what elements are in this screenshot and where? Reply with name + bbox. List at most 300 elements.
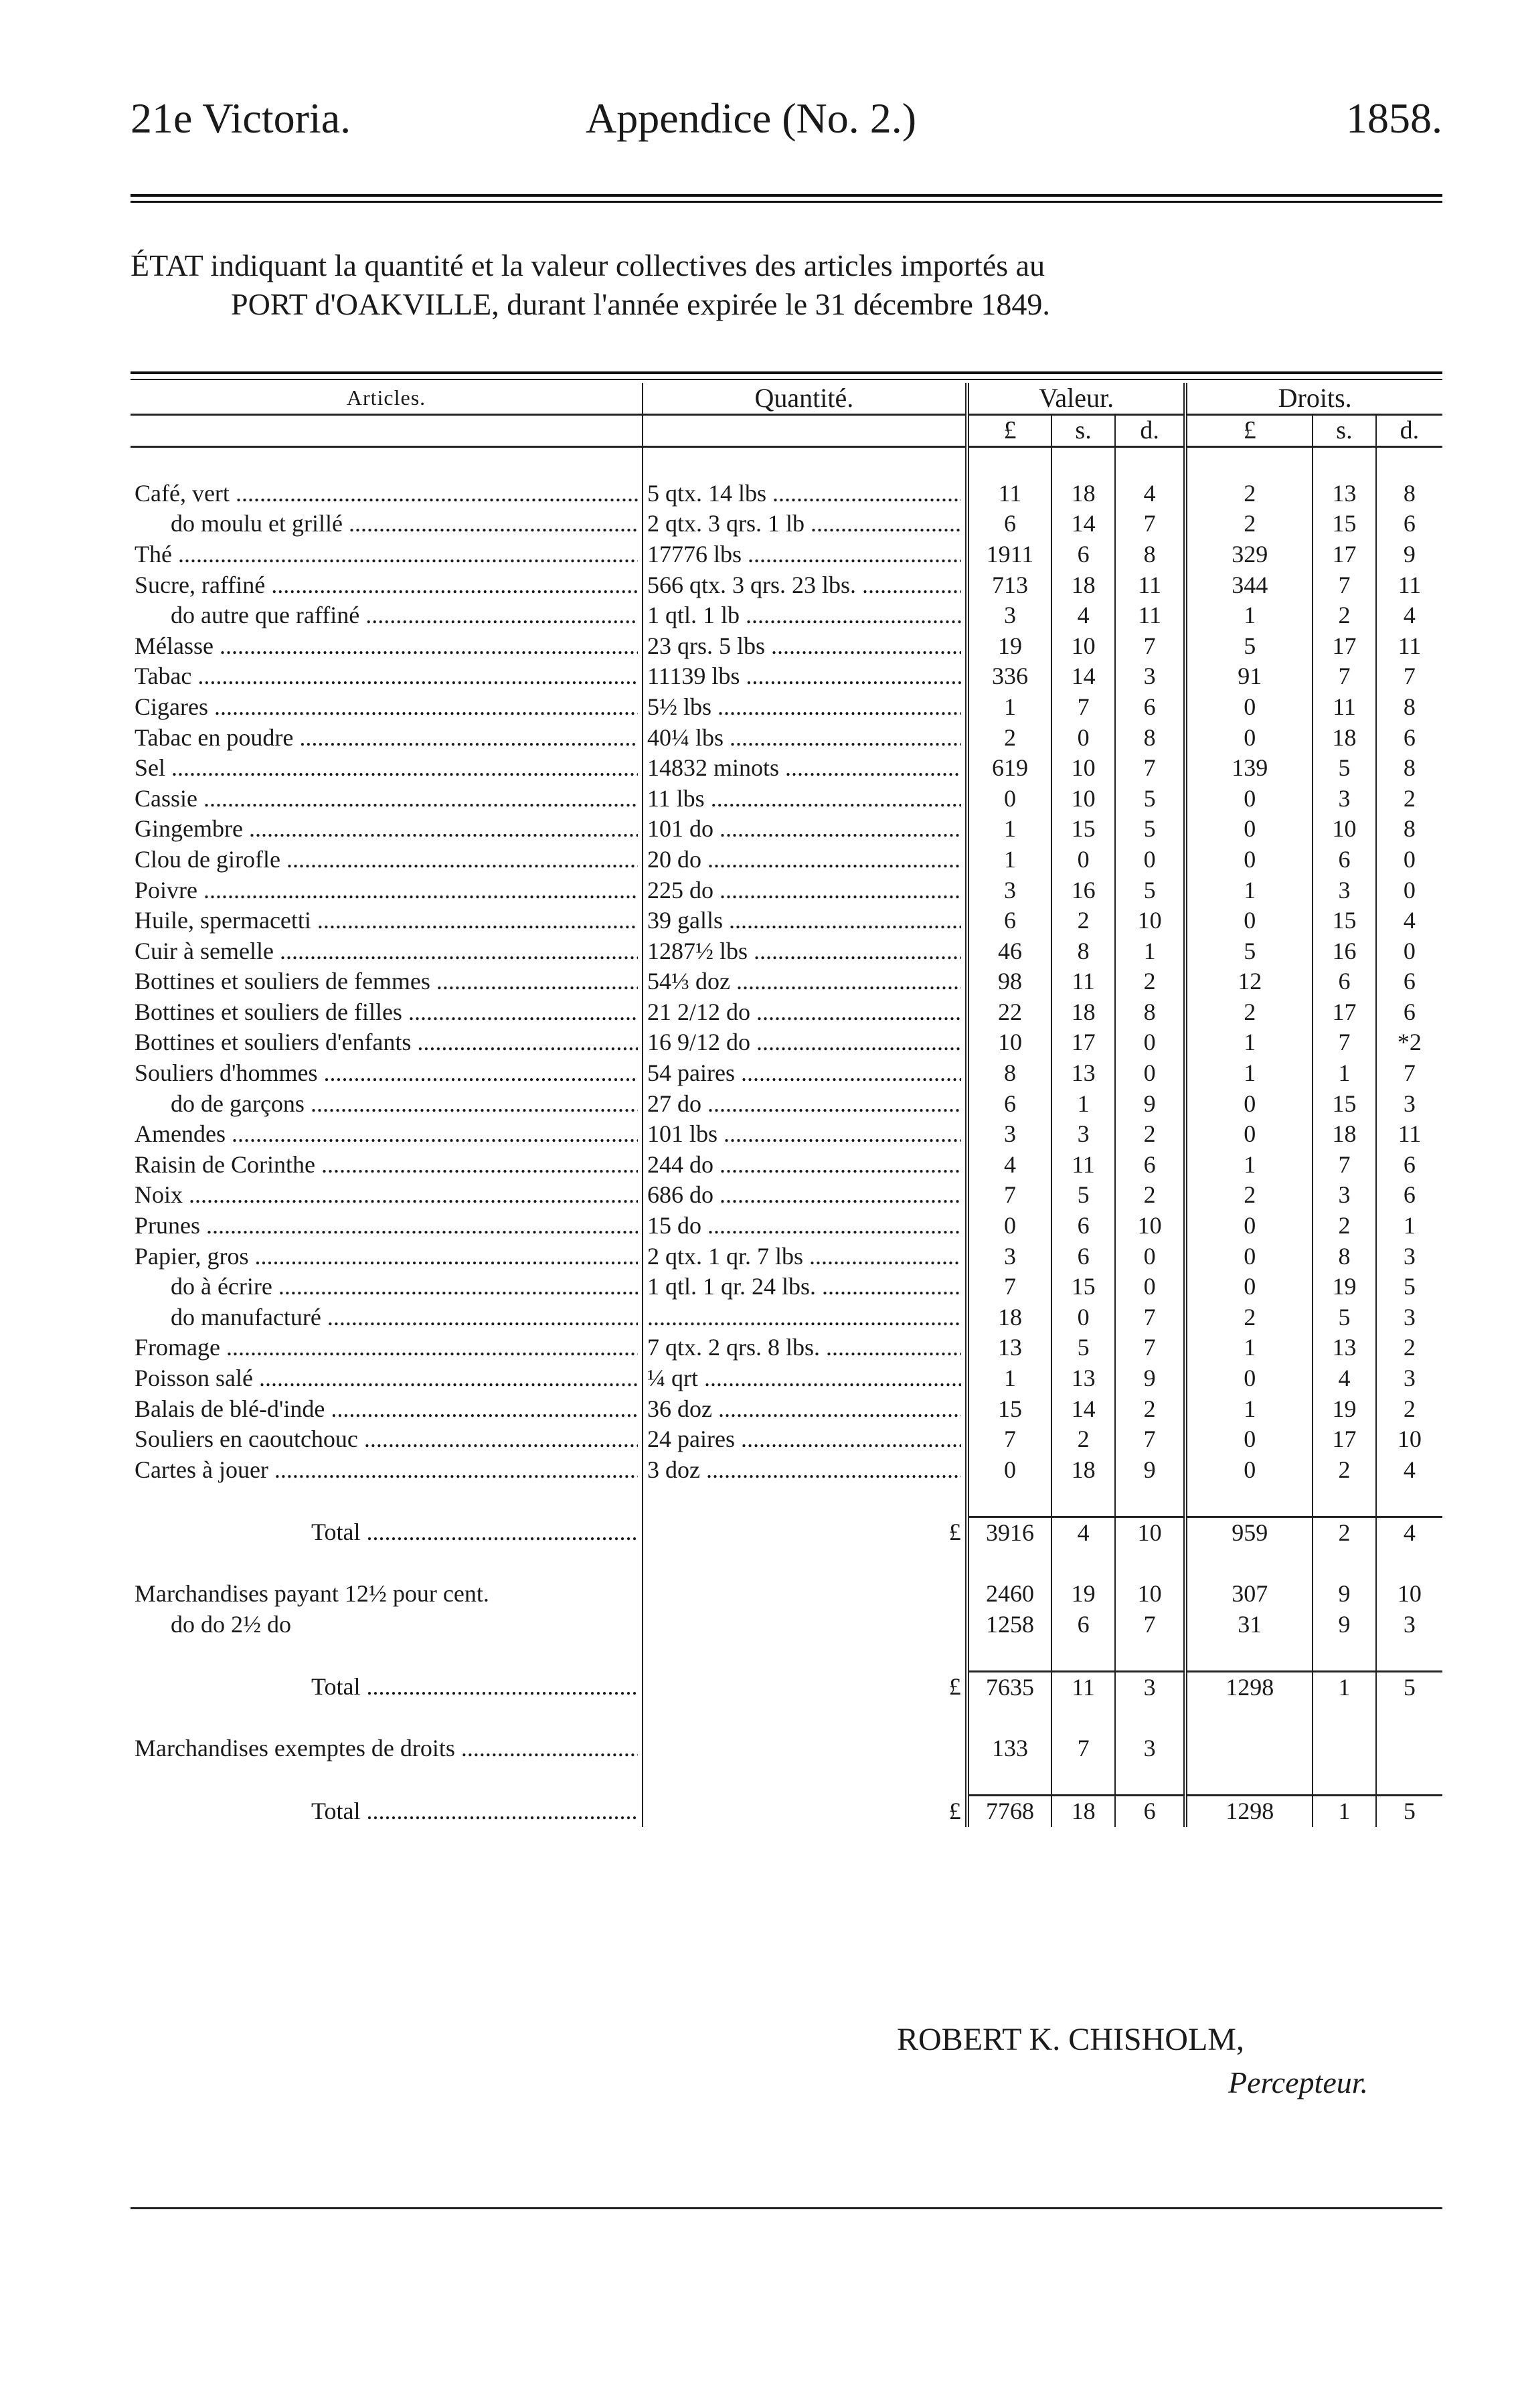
article-quantity: 23 qrs. 5 lbs ..... — [647, 631, 961, 662]
page-header — [131, 94, 1442, 147]
article-name: Huile, spermacetti ..... — [135, 906, 638, 936]
value-pence: 0 — [1115, 845, 1185, 875]
article-name: Souliers d'hommes ..... — [135, 1058, 638, 1089]
duty-shilling: 7 — [1313, 1150, 1376, 1181]
duty-pence: 11 — [1376, 570, 1442, 601]
march-2-duty-pence: 3 — [1376, 1610, 1442, 1640]
value-pound: 98 — [967, 966, 1051, 997]
value-pound: 3 — [967, 600, 1051, 631]
value-shilling: 0 — [1051, 1302, 1115, 1333]
article-quantity: 686 do ..... — [647, 1180, 961, 1211]
duty-shilling: 3 — [1313, 784, 1376, 814]
document-title — [131, 246, 1442, 324]
duty-shilling: 18 — [1313, 723, 1376, 754]
article-name: Fromage ..... — [135, 1332, 638, 1363]
table-row — [131, 753, 1442, 784]
total-2-currency: £ — [948, 1673, 961, 1701]
article-quantity: 39 galls ..... — [647, 906, 961, 936]
duty-pound: 0 — [1185, 1363, 1313, 1394]
value-pence: 8 — [1115, 539, 1185, 570]
value-shilling: 11 — [1051, 1150, 1115, 1181]
duty-pence: 3 — [1376, 1302, 1442, 1333]
value-pence: 0 — [1115, 1027, 1185, 1058]
march-1-duty-pound: 307 — [1185, 1579, 1313, 1610]
article-name: do autre que raffiné ..... — [171, 600, 638, 631]
value-shilling: 6 — [1051, 539, 1115, 570]
duty-shilling: 2 — [1313, 1455, 1376, 1486]
header-year: 1858. — [1346, 94, 1442, 142]
value-pound: 1 — [967, 1363, 1051, 1394]
duty-shilling: 19 — [1313, 1394, 1376, 1425]
table-row — [131, 814, 1442, 845]
article-name: Souliers en caoutchouc ..... — [135, 1424, 638, 1455]
article-name: Tabac ..... — [135, 661, 638, 692]
duty-shilling: 15 — [1313, 1089, 1376, 1120]
droits-pence-header: d. — [1376, 414, 1442, 447]
article-name: do de garçons ..... — [171, 1089, 638, 1120]
duty-pound: 2 — [1185, 997, 1313, 1028]
duty-pence: 4 — [1376, 600, 1442, 631]
article-name: Amendes ..... — [135, 1119, 638, 1150]
total-3-duty-pence: 5 — [1376, 1796, 1442, 1827]
value-shilling: 14 — [1051, 1394, 1115, 1425]
value-shilling: 5 — [1051, 1180, 1115, 1211]
total-2-value-pound: 7635 — [967, 1671, 1051, 1703]
value-pound: 1 — [967, 814, 1051, 845]
value-shilling: 13 — [1051, 1058, 1115, 1089]
duty-pence: 11 — [1376, 1119, 1442, 1150]
duty-pound: 1 — [1185, 1332, 1313, 1363]
article-quantity: 244 do ..... — [647, 1150, 961, 1181]
article-name: Tabac en poudre ..... — [135, 723, 638, 754]
value-pound: 4 — [967, 1150, 1051, 1181]
table-row — [131, 875, 1442, 906]
duty-shilling: 7 — [1313, 570, 1376, 601]
table-row — [131, 906, 1442, 936]
value-pence: 10 — [1115, 1211, 1185, 1241]
duty-pound: 91 — [1185, 661, 1313, 692]
value-shilling: 10 — [1051, 753, 1115, 784]
value-pence: 11 — [1115, 600, 1185, 631]
duty-shilling: 5 — [1313, 753, 1376, 784]
value-pence: 2 — [1115, 966, 1185, 997]
value-pence: 2 — [1115, 1180, 1185, 1211]
duty-pound: 2 — [1185, 1180, 1313, 1211]
total-3-currency: £ — [948, 1797, 961, 1824]
article-quantity: 566 qtx. 3 qrs. 23 lbs. ..... — [647, 570, 961, 601]
value-pound: 0 — [967, 1455, 1051, 1486]
value-shilling: 4 — [1051, 600, 1115, 631]
value-shilling: 2 — [1051, 1424, 1115, 1455]
header-rule-top — [131, 194, 1442, 197]
value-pound: 22 — [967, 997, 1051, 1028]
duty-pence: 8 — [1376, 692, 1442, 723]
valeur-pence-header: d. — [1115, 414, 1185, 447]
value-pence: 4 — [1115, 479, 1185, 509]
table-row — [131, 1272, 1442, 1302]
duty-pence: 11 — [1376, 631, 1442, 662]
duty-shilling: 3 — [1313, 875, 1376, 906]
article-quantity: 14832 minots ..... — [647, 753, 961, 784]
article-quantity: 36 doz ..... — [647, 1394, 961, 1425]
article-quantity: 5½ lbs ..... — [647, 692, 961, 723]
table-rule-top-2 — [131, 379, 1442, 380]
exempt-value-pound: 133 — [967, 1733, 1051, 1764]
table-row — [131, 692, 1442, 723]
duty-shilling: 16 — [1313, 936, 1376, 967]
value-pence: 9 — [1115, 1089, 1185, 1120]
total-1-duty-pound: 959 — [1185, 1517, 1313, 1548]
table-row — [131, 509, 1442, 539]
value-shilling: 10 — [1051, 631, 1115, 662]
march-2-value-pence: 7 — [1115, 1610, 1185, 1640]
article-quantity: 40¼ lbs ..... — [647, 723, 961, 754]
total-row-1 — [131, 1517, 1442, 1548]
duty-pence: *2 — [1376, 1027, 1442, 1058]
duty-pound: 0 — [1185, 1241, 1313, 1272]
duty-pound: 1 — [1185, 1027, 1313, 1058]
table-row — [131, 784, 1442, 814]
duty-pound: 0 — [1185, 1119, 1313, 1150]
value-pence: 8 — [1115, 997, 1185, 1028]
table-row — [131, 1089, 1442, 1120]
value-pence: 7 — [1115, 631, 1185, 662]
value-pound: 619 — [967, 753, 1051, 784]
article-quantity: ¼ qrt ..... — [647, 1363, 961, 1394]
duty-shilling: 7 — [1313, 661, 1376, 692]
duty-pound: 5 — [1185, 936, 1313, 967]
duty-pence: 8 — [1376, 479, 1442, 509]
table-row — [131, 661, 1442, 692]
duty-pence: 6 — [1376, 966, 1442, 997]
article-name: Café, vert ..... — [135, 479, 638, 509]
article-name: Raisin de Corinthe ..... — [135, 1150, 638, 1181]
march-1-value-pound: 2460 — [967, 1579, 1051, 1610]
column-articles: Articles. — [131, 383, 643, 414]
article-quantity: 21 2/12 do ..... — [647, 997, 961, 1028]
value-pound: 7 — [967, 1180, 1051, 1211]
duty-pound: 329 — [1185, 539, 1313, 570]
duty-pence: 7 — [1376, 661, 1442, 692]
duty-pence: 10 — [1376, 1424, 1442, 1455]
article-name: Noix ..... — [135, 1180, 638, 1211]
exempt-value-pence: 3 — [1115, 1733, 1185, 1764]
article-name: Cuir à semelle ..... — [135, 936, 638, 967]
table-row — [131, 997, 1442, 1028]
article-quantity: 27 do ..... — [647, 1089, 961, 1120]
total-3-duty-pound: 1298 — [1185, 1796, 1313, 1827]
value-pound: 11 — [967, 479, 1051, 509]
march-2-duty-pound: 31 — [1185, 1610, 1313, 1640]
merchandise-12-5-row — [131, 1579, 1442, 1610]
value-pence: 6 — [1115, 692, 1185, 723]
duty-shilling: 4 — [1313, 1363, 1376, 1394]
value-pence: 5 — [1115, 875, 1185, 906]
table-row — [131, 479, 1442, 509]
value-pence: 1 — [1115, 936, 1185, 967]
march-2-duty-shilling: 9 — [1313, 1610, 1376, 1640]
duty-pound: 0 — [1185, 1211, 1313, 1241]
article-name: do manufacturé ..... — [171, 1302, 638, 1333]
value-shilling: 6 — [1051, 1211, 1115, 1241]
total-1-duty-pence: 4 — [1376, 1517, 1442, 1548]
duty-pence: 6 — [1376, 723, 1442, 754]
total-3-value-pound: 7768 — [967, 1796, 1051, 1827]
header-appendix: Appendice (No. 2.) — [586, 94, 917, 142]
value-pound: 19 — [967, 631, 1051, 662]
duty-pence: 0 — [1376, 875, 1442, 906]
value-shilling: 2 — [1051, 906, 1115, 936]
table-row — [131, 936, 1442, 967]
value-pound: 3 — [967, 1241, 1051, 1272]
duty-pence: 5 — [1376, 1272, 1442, 1302]
value-shilling: 14 — [1051, 509, 1115, 539]
value-pence: 9 — [1115, 1455, 1185, 1486]
duty-pence: 7 — [1376, 1058, 1442, 1089]
value-pound: 7 — [967, 1424, 1051, 1455]
duty-pence: 9 — [1376, 539, 1442, 570]
duty-pound: 0 — [1185, 723, 1313, 754]
value-pence: 7 — [1115, 509, 1185, 539]
header-rule-bottom — [131, 201, 1442, 203]
total-1-label: Total ..... — [311, 1517, 638, 1548]
signature-name: ROBERT K. CHISHOLM, — [897, 2022, 1244, 2057]
article-quantity: 16 9/12 do ..... — [647, 1027, 961, 1058]
value-pound: 6 — [967, 509, 1051, 539]
value-pence: 7 — [1115, 1332, 1185, 1363]
value-pence: 0 — [1115, 1241, 1185, 1272]
duty-pence: 2 — [1376, 784, 1442, 814]
article-quantity: 54⅓ doz ..... — [647, 966, 961, 997]
signature-title: Percepteur. — [1228, 2065, 1369, 2099]
duty-pound: 0 — [1185, 814, 1313, 845]
column-quantite: Quantité. — [643, 383, 967, 414]
value-pound: 10 — [967, 1027, 1051, 1058]
total-2-duty-pence: 5 — [1376, 1671, 1442, 1703]
article-quantity: 7 qtx. 2 qrs. 8 lbs. ..... — [647, 1332, 961, 1363]
table-rule-top — [131, 371, 1442, 374]
table-row — [131, 1241, 1442, 1272]
duty-pence: 6 — [1376, 1150, 1442, 1181]
duty-pound: 1 — [1185, 1394, 1313, 1425]
exempt-row — [131, 1733, 1442, 1764]
duty-shilling: 6 — [1313, 966, 1376, 997]
article-name: Clou de girofle ..... — [135, 845, 638, 875]
article-quantity: 101 lbs ..... — [647, 1119, 961, 1150]
march-1-value-shilling: 19 — [1051, 1579, 1115, 1610]
value-pound: 0 — [967, 1211, 1051, 1241]
value-pound: 0 — [967, 784, 1051, 814]
bottom-rule — [131, 2207, 1442, 2209]
table-row — [131, 1119, 1442, 1150]
article-quantity: 5 qtx. 14 lbs ..... — [647, 479, 961, 509]
column-valeur: Valeur. — [967, 383, 1186, 414]
article-name: do moulu et grillé ..... — [171, 509, 638, 539]
duty-pence: 4 — [1376, 906, 1442, 936]
article-quantity: 54 paires ..... — [647, 1058, 961, 1089]
duty-pound: 0 — [1185, 1272, 1313, 1302]
table-row — [131, 1455, 1442, 1486]
article-name: Poivre ..... — [135, 875, 638, 906]
totals-section — [131, 1485, 1442, 1827]
duty-shilling: 2 — [1313, 1211, 1376, 1241]
total-2-value-shilling: 11 — [1051, 1671, 1115, 1703]
duty-pound: 0 — [1185, 1424, 1313, 1455]
article-quantity: 15 do ..... — [647, 1211, 961, 1241]
value-pence: 5 — [1115, 814, 1185, 845]
march-2-value-pound: 1258 — [967, 1610, 1051, 1640]
droits-pound-header: £ — [1185, 414, 1313, 447]
duty-pound: 0 — [1185, 784, 1313, 814]
duty-pence: 2 — [1376, 1332, 1442, 1363]
duty-pence: 3 — [1376, 1089, 1442, 1120]
article-name: Papier, gros ..... — [135, 1241, 638, 1272]
table-row — [131, 1180, 1442, 1211]
article-quantity: 20 do ..... — [647, 845, 961, 875]
value-shilling: 7 — [1051, 692, 1115, 723]
value-pound: 3 — [967, 1119, 1051, 1150]
article-name: Mélasse ..... — [135, 631, 638, 662]
value-pence: 0 — [1115, 1272, 1185, 1302]
duty-shilling: 13 — [1313, 479, 1376, 509]
valeur-shilling-header: s. — [1051, 414, 1115, 447]
total-2-duty-shilling: 1 — [1313, 1671, 1376, 1703]
value-shilling: 14 — [1051, 661, 1115, 692]
value-pence: 8 — [1115, 723, 1185, 754]
value-pence: 11 — [1115, 570, 1185, 601]
value-pound: 6 — [967, 906, 1051, 936]
value-shilling: 8 — [1051, 936, 1115, 967]
duty-pound: 5 — [1185, 631, 1313, 662]
duty-shilling: 10 — [1313, 814, 1376, 845]
total-2-duty-pound: 1298 — [1185, 1671, 1313, 1703]
total-3-value-shilling: 18 — [1051, 1796, 1115, 1827]
value-shilling: 3 — [1051, 1119, 1115, 1150]
value-shilling: 18 — [1051, 570, 1115, 601]
table-row — [131, 723, 1442, 754]
value-pence: 9 — [1115, 1363, 1185, 1394]
duty-shilling: 5 — [1313, 1302, 1376, 1333]
duty-shilling: 17 — [1313, 631, 1376, 662]
duty-shilling: 15 — [1313, 906, 1376, 936]
merchandise-2-5-label: do do 2½ do — [171, 1610, 291, 1638]
title-line-2: PORT d'OAKVILLE, durant l'année expirée le 31 décembre 1849. — [231, 287, 1050, 321]
value-pound: 18 — [967, 1302, 1051, 1333]
value-shilling: 15 — [1051, 1272, 1115, 1302]
duty-shilling: 11 — [1313, 692, 1376, 723]
table-row — [131, 600, 1442, 631]
value-pound: 713 — [967, 570, 1051, 601]
duty-pound: 139 — [1185, 753, 1313, 784]
march-1-duty-shilling: 9 — [1313, 1579, 1376, 1610]
duty-pound: 1 — [1185, 875, 1313, 906]
value-pence: 0 — [1115, 1058, 1185, 1089]
article-quantity: 24 paires ..... — [647, 1424, 961, 1455]
duty-pence: 3 — [1376, 1363, 1442, 1394]
value-shilling: 13 — [1051, 1363, 1115, 1394]
value-pence: 7 — [1115, 753, 1185, 784]
duty-shilling: 3 — [1313, 1180, 1376, 1211]
table-row — [131, 1424, 1442, 1455]
duty-shilling: 18 — [1313, 1119, 1376, 1150]
header-session: 21e Victoria. — [131, 94, 351, 142]
duty-pound: 0 — [1185, 845, 1313, 875]
duty-pound: 12 — [1185, 966, 1313, 997]
duty-shilling: 17 — [1313, 539, 1376, 570]
table-row — [131, 1150, 1442, 1181]
table-row — [131, 1027, 1442, 1058]
value-pence: 7 — [1115, 1302, 1185, 1333]
article-quantity: 101 do ..... — [647, 814, 961, 845]
value-pound: 3 — [967, 875, 1051, 906]
total-row-3 — [131, 1796, 1442, 1827]
column-header-row — [131, 383, 1442, 414]
value-pence: 7 — [1115, 1424, 1185, 1455]
duty-pound: 0 — [1185, 692, 1313, 723]
value-shilling: 5 — [1051, 1332, 1115, 1363]
duty-shilling: 7 — [1313, 1027, 1376, 1058]
duty-shilling: 15 — [1313, 509, 1376, 539]
table-row — [131, 845, 1442, 875]
duty-pence: 4 — [1376, 1455, 1442, 1486]
duty-pence: 6 — [1376, 509, 1442, 539]
title-line-1: ÉTAT indiquant la quantité et la valeur collectives des articles importés au — [131, 248, 1045, 282]
duty-pence: 2 — [1376, 1394, 1442, 1425]
value-pence: 2 — [1115, 1394, 1185, 1425]
duty-shilling: 1 — [1313, 1058, 1376, 1089]
march-2-value-shilling: 6 — [1051, 1610, 1115, 1640]
march-1-duty-pence: 10 — [1376, 1579, 1442, 1610]
value-pound: 336 — [967, 661, 1051, 692]
duty-pence: 0 — [1376, 845, 1442, 875]
value-pound: 1 — [967, 692, 1051, 723]
duty-pound: 1 — [1185, 1058, 1313, 1089]
duty-shilling: 8 — [1313, 1241, 1376, 1272]
merchandise-2-5-row — [131, 1610, 1442, 1640]
droits-shilling-header: s. — [1313, 414, 1376, 447]
value-pound: 13 — [967, 1332, 1051, 1363]
duty-shilling: 17 — [1313, 1424, 1376, 1455]
value-shilling: 10 — [1051, 784, 1115, 814]
value-shilling: 18 — [1051, 997, 1115, 1028]
article-quantity: 2 qtx. 3 qrs. 1 lb ..... — [647, 509, 961, 539]
article-quantity: 1287½ lbs ..... — [647, 936, 961, 967]
duty-pence: 6 — [1376, 1180, 1442, 1211]
value-pound: 2 — [967, 723, 1051, 754]
article-name: Sel ..... — [135, 753, 638, 784]
value-shilling: 16 — [1051, 875, 1115, 906]
total-2-label: Total ..... — [311, 1672, 638, 1703]
value-pence: 3 — [1115, 661, 1185, 692]
duty-pence: 0 — [1376, 936, 1442, 967]
article-name: Prunes ..... — [135, 1211, 638, 1241]
article-name: Poisson salé ..... — [135, 1363, 638, 1394]
table-row — [131, 966, 1442, 997]
duty-pound: 2 — [1185, 509, 1313, 539]
total-1-value-pence: 10 — [1115, 1517, 1185, 1548]
value-pence: 2 — [1115, 1119, 1185, 1150]
table-row — [131, 1394, 1442, 1425]
table-row — [131, 1211, 1442, 1241]
duty-shilling: 13 — [1313, 1332, 1376, 1363]
duty-shilling: 19 — [1313, 1272, 1376, 1302]
table-row — [131, 1363, 1442, 1394]
value-shilling: 0 — [1051, 845, 1115, 875]
table-row — [131, 570, 1442, 601]
duty-pound: 2 — [1185, 479, 1313, 509]
table-row — [131, 1058, 1442, 1089]
total-1-value-pound: 3916 — [967, 1517, 1051, 1548]
